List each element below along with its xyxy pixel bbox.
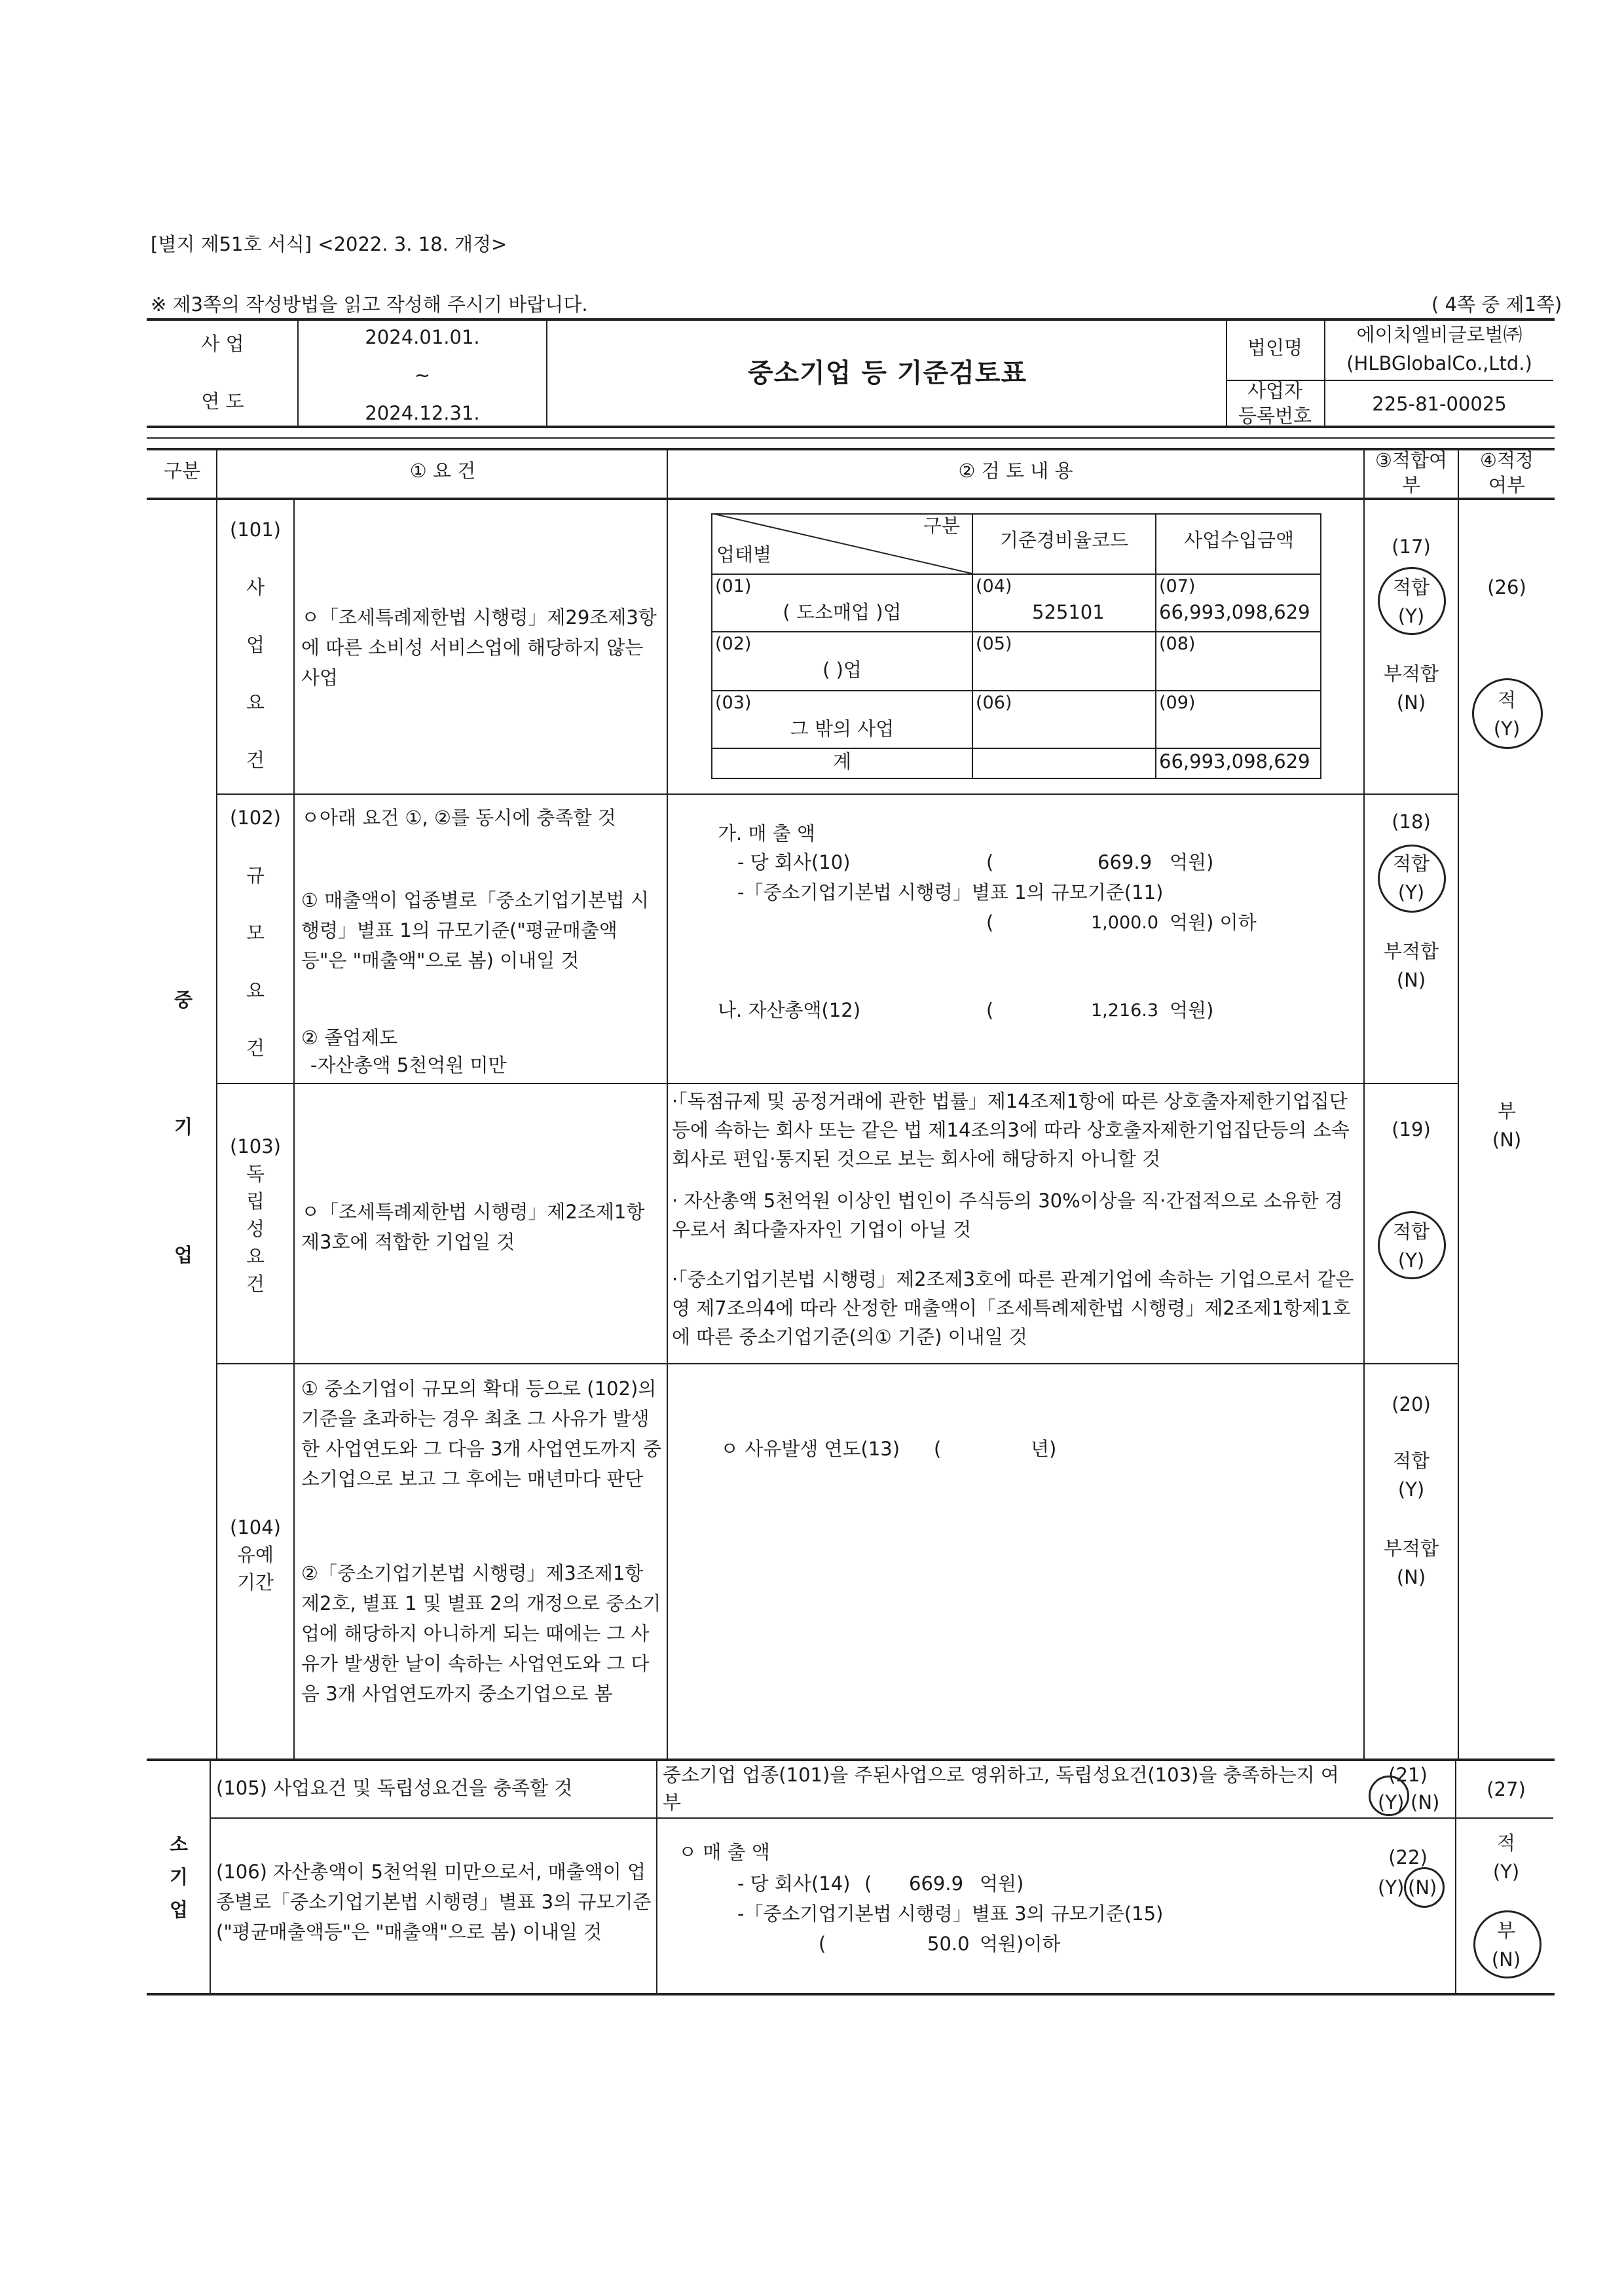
header-divider — [297, 319, 299, 427]
business-year-label: 연 도 — [201, 390, 244, 412]
size-standard-value: 50.0 — [927, 1933, 970, 1955]
inner-divider — [1155, 513, 1156, 779]
fit-code: (22) — [1388, 1846, 1428, 1868]
table-top-line — [147, 437, 1555, 439]
row-code: (101) — [230, 519, 281, 541]
fit-no-code: (N) — [1396, 691, 1426, 714]
column-divider — [216, 449, 217, 499]
row-divider — [216, 1363, 1458, 1364]
suitability-yes-code: (Y) — [1492, 1861, 1520, 1883]
unit: 억원)이하 — [980, 1933, 1061, 1955]
column-divider — [656, 1758, 657, 1993]
review-text: ·「중소기업기본법 시행령」제2조제3호에 따른 관계기업에 속하는 기업으로서 같은 영 제7조의4에 따라 산정한 매출액이「조세특례제한법 시행령」제2조제1항제1호에 따른 중소기업기준(의① 기준) 이내일 것 — [672, 1268, 1354, 1348]
requirement-text: ②「중소기업기본법 시행령」제3조제1항제2호, 별표 1 및 별표 2의 개정으로 중소기업에 해당하지 아니하게 되는 때에는 그 사유가 발생한 날이 속하는 사업연도와 그 다음 3개 사업연도까지 중소기업으로 봄 — [301, 1562, 661, 1705]
suitability-no-label: 부 — [1496, 1920, 1515, 1942]
section-label-small: 소 — [169, 1833, 188, 1855]
period-separator: ~ — [414, 364, 431, 386]
inner-cell-name: ( )업 — [822, 659, 862, 681]
inner-head-category: 구분 — [923, 515, 961, 537]
inner-divider — [711, 574, 1321, 575]
business-year-label: 사 업 — [201, 333, 244, 355]
requirement-text: ㅇ「조세특례제한법 시행령」제29조제3항에 따른 소비성 서비스업에 해당하지 않는 사업 — [301, 606, 657, 689]
form-header: [별지 제51호 서식] <2022. 3. 18. 개정> — [151, 233, 507, 255]
section-label-small: 기 — [169, 1866, 188, 1888]
reg-number-label: 사업자 — [1247, 380, 1303, 402]
section-label-medium: 업 — [174, 1244, 193, 1266]
row-label-char: 사 — [246, 576, 265, 598]
inner-total-amount: 66,993,098,629 — [1159, 750, 1310, 773]
column-header-border — [147, 498, 1555, 500]
fit-code: (19) — [1392, 1118, 1431, 1140]
fit-no-code: (N) — [1396, 969, 1426, 991]
unit: 억원) — [1170, 999, 1214, 1021]
row-label-char: 요 — [246, 979, 265, 1002]
inner-divider — [972, 513, 973, 779]
period-end: 2024.12.31. — [365, 402, 480, 424]
suitability-yes-label: 적 — [1497, 689, 1516, 711]
fit-no-label: 부적합 — [1383, 940, 1439, 962]
suitability-code: (27) — [1486, 1778, 1526, 1800]
requirement-text: ② 졸업제도 — [301, 1027, 398, 1049]
fit-no-code: (N) — [1408, 1876, 1437, 1899]
requirement-text: (106) 자산총액이 5천억원 미만으로서, 매출액이 업종별로「중소기업기본법 시행령」별표 3의 규모기준("평균매출액등"은 "매출액"으로 봄) 이내일 것 — [216, 1861, 652, 1943]
unit: 억원) — [1170, 851, 1214, 873]
inner-total-label: 계 — [832, 750, 851, 773]
header-top-border — [147, 318, 1555, 321]
row-code: (104) — [230, 1516, 281, 1539]
column-divider — [1363, 449, 1365, 1758]
fit-yes-code: (Y) — [1397, 605, 1425, 627]
inner-cell-no: (01) — [715, 576, 752, 596]
inner-divider — [711, 690, 1321, 691]
requirement-text: ㅇ아래 요건 ①, ②를 동시에 충족할 것 — [301, 807, 616, 829]
page-indicator: ( 4쪽 중 제1쪽) — [1431, 293, 1562, 316]
row-divider — [216, 1083, 1458, 1084]
header-bottom-border — [147, 426, 1555, 428]
col-suitability: 여부 — [1488, 474, 1526, 496]
col-category: 구분 — [163, 460, 201, 482]
fit-yes-label: 적합 — [1392, 852, 1430, 875]
fit-no-label: 부적합 — [1383, 1537, 1439, 1559]
column-divider — [667, 449, 668, 1758]
paren: ( — [934, 1438, 942, 1460]
section-label-medium: 기 — [174, 1116, 193, 1138]
col-fit: ③적합여 — [1375, 449, 1448, 471]
this-company-sales-label: - 당 회사(14) — [737, 1872, 851, 1895]
suitability-code: (26) — [1487, 576, 1526, 598]
inner-head-type: 업태별 — [716, 543, 772, 566]
total-assets-value: 1,216.3 — [1091, 1000, 1159, 1021]
requirement-text: ① 중소기업이 규모의 확대 등으로 (102)의 기준을 초과하는 경우 최초 그 사유가 발생한 사업연도와 그 다음 3개 사업연도까지 중소기업으로 보고 그 후에는 매년마다 판단 — [301, 1377, 661, 1490]
unit: 년) — [1031, 1438, 1057, 1460]
inner-divider — [711, 631, 1321, 632]
inner-cell-no: (05) — [976, 634, 1012, 654]
row-label-char: 성 — [246, 1218, 265, 1240]
table-bottom-border — [147, 1993, 1555, 1995]
suitability-no-code: (N) — [1492, 1129, 1522, 1151]
row-label-char: 독 — [246, 1163, 265, 1185]
inner-divider — [711, 748, 1321, 749]
inner-cell-no: (03) — [715, 693, 752, 713]
fit-code: (17) — [1392, 536, 1431, 558]
row-label-char: 유예 — [236, 1544, 274, 1566]
total-assets-label: 나. 자산총액(12) — [718, 999, 861, 1021]
reg-number: 225-81-00025 — [1372, 393, 1507, 415]
fit-yes-code: (Y) — [1378, 1791, 1405, 1813]
row-label-char: 모 — [246, 922, 265, 944]
inner-cell-no: (06) — [976, 693, 1012, 713]
instruction-text: ※ 제3쪽의 작성방법을 읽고 작성해 주시기 바랍니다. — [151, 293, 588, 316]
fit-no-code: (N) — [1396, 1566, 1426, 1588]
this-company-sales-value: 669.9 — [1098, 851, 1153, 873]
section-label-small: 업 — [169, 1899, 188, 1921]
col-review: ② 검 토 내 용 — [958, 460, 1073, 482]
row-label-char: 건 — [246, 1037, 265, 1059]
column-divider — [216, 499, 217, 1758]
inner-head-amount: 사업수입금액 — [1183, 529, 1295, 551]
review-text: · 자산총액 5천억원 이상인 법인이 주식등의 30%이상을 직·간접적으로 소유한 경우로서 최다출자자인 기업이 아닐 것 — [672, 1190, 1343, 1241]
corp-name-ko: 에이치엘비글로벌㈜ — [1356, 323, 1522, 346]
row-divider — [216, 793, 1458, 795]
sales-title: 가. 매 출 액 — [718, 822, 815, 845]
row-label-char: 립 — [246, 1190, 265, 1212]
row-label-char: 업 — [246, 634, 265, 656]
paren: ( — [986, 851, 994, 873]
row-divider — [210, 1817, 1553, 1819]
column-divider — [1455, 1758, 1456, 1993]
unit: 억원) — [980, 1872, 1024, 1895]
row-label-char: 요 — [246, 691, 265, 714]
fit-no-code: (N) — [1411, 1791, 1440, 1813]
row-code: (103) — [230, 1135, 281, 1157]
size-standard-label: -「중소기업기본법 시행령」별표 1의 규모기준(11) — [737, 881, 1164, 903]
col-suitability: ④적정 — [1479, 449, 1534, 471]
inner-cell-name: ( 도소매업 )업 — [783, 601, 902, 623]
fit-yes-label: 적합 — [1392, 1220, 1430, 1243]
requirement-text: -자산총액 5천억원 미만 — [310, 1054, 507, 1076]
header-divider — [1324, 319, 1325, 427]
fit-yes-label: 적합 — [1392, 576, 1430, 598]
corp-name-label: 법인명 — [1247, 337, 1303, 359]
inner-cell-no: (07) — [1159, 576, 1196, 596]
paren: ( — [986, 911, 994, 934]
this-company-sales-label: - 당 회사(10) — [737, 851, 851, 873]
section-label-medium: 중 — [174, 989, 193, 1011]
header-divider — [546, 319, 547, 427]
requirement-text: ① 매출액이 업종별로「중소기업기본법 시행령」별표 1의 규모기준("평균매출액등"은 "매출액"으로 봄) 이내일 것 — [301, 889, 649, 972]
review-text: 부 — [663, 1791, 682, 1813]
paren: ( — [864, 1872, 872, 1895]
row-code: (102) — [230, 807, 281, 829]
suitability-no-code: (N) — [1491, 1948, 1521, 1971]
inner-cell-no: (04) — [976, 576, 1012, 596]
size-standard-value: 1,000.0 — [1091, 913, 1159, 933]
fit-no-label: 부적합 — [1383, 663, 1439, 685]
fit-yes-code: (Y) — [1378, 1876, 1405, 1899]
unit: 억원) 이하 — [1170, 911, 1257, 934]
col-requirement: ① 요 건 — [409, 460, 476, 482]
inner-cell-amount: 66,993,098,629 — [1159, 601, 1310, 623]
row-label-char: 규 — [246, 864, 265, 886]
column-divider — [293, 499, 295, 1758]
period-start: 2024.01.01. — [365, 326, 480, 348]
fit-yes-code: (Y) — [1397, 881, 1425, 903]
row-label-char: 건 — [246, 1273, 265, 1295]
row-label-char: 건 — [246, 749, 265, 771]
inner-cell-no: (09) — [1159, 693, 1196, 713]
document-title: 중소기업 등 기준검토표 — [747, 358, 1027, 388]
fit-code: (21) — [1388, 1764, 1428, 1786]
reg-number-label: 등록번호 — [1238, 405, 1312, 427]
column-divider — [210, 1760, 211, 1993]
fit-yes-code: (Y) — [1397, 1249, 1425, 1271]
row-label-char: 기간 — [236, 1571, 274, 1594]
inner-cell-no: (08) — [1159, 634, 1196, 654]
fit-yes-code: (Y) — [1397, 1478, 1425, 1501]
sales-title: ㅇ 매 출 액 — [678, 1841, 770, 1863]
table-top-border — [147, 448, 1555, 450]
suitability-yes-code: (Y) — [1493, 718, 1521, 740]
review-text: ·「독점규제 및 공정거래에 관한 법률」제14조제1항에 따른 상호출자제한기업집단등에 속하는 회사 또는 같은 법 제14조의3에 따라 상호출자제한기업집단등의 소속회사로 편입·통지된 것으로 보는 회사에 해당하지 아니할 것 — [672, 1090, 1350, 1170]
section-divider — [147, 1758, 1555, 1761]
paren: ( — [819, 1933, 826, 1955]
suitability-yes-label: 적 — [1496, 1832, 1515, 1854]
requirement-text: ㅇ「조세특례제한법 시행령」제2조제1항제3호에 적합한 기업일 것 — [301, 1201, 645, 1253]
inner-cell-code: 525101 — [1032, 601, 1105, 623]
inner-cell-name: 그 밖의 사업 — [790, 718, 895, 740]
fit-yes-label: 적합 — [1392, 1449, 1430, 1472]
fit-code: (18) — [1392, 811, 1431, 833]
requirement-text: (105) 사업요건 및 독립성요건을 충족할 것 — [216, 1777, 573, 1799]
suitability-no-label: 부 — [1497, 1100, 1516, 1122]
corp-name-en: (HLBGlobalCo.,Ltd.) — [1346, 352, 1532, 374]
inner-head-code: 기준경비율코드 — [999, 529, 1129, 551]
paren: ( — [986, 999, 994, 1021]
review-text: 중소기업 업종(101)을 주된사업으로 영위하고, 독립성요건(103)을 충족하는지 여 — [663, 1764, 1339, 1786]
fit-code: (20) — [1392, 1393, 1431, 1415]
this-company-sales-value: 669.9 — [909, 1872, 964, 1895]
size-standard-label: -「중소기업기본법 시행령」별표 3의 규모기준(15) — [737, 1903, 1164, 1925]
col-fit: 부 — [1401, 474, 1420, 496]
inner-cell-no: (02) — [715, 634, 752, 654]
review-text: ㅇ 사유발생 연도(13) — [720, 1438, 900, 1460]
row-label-char: 요 — [246, 1245, 265, 1267]
